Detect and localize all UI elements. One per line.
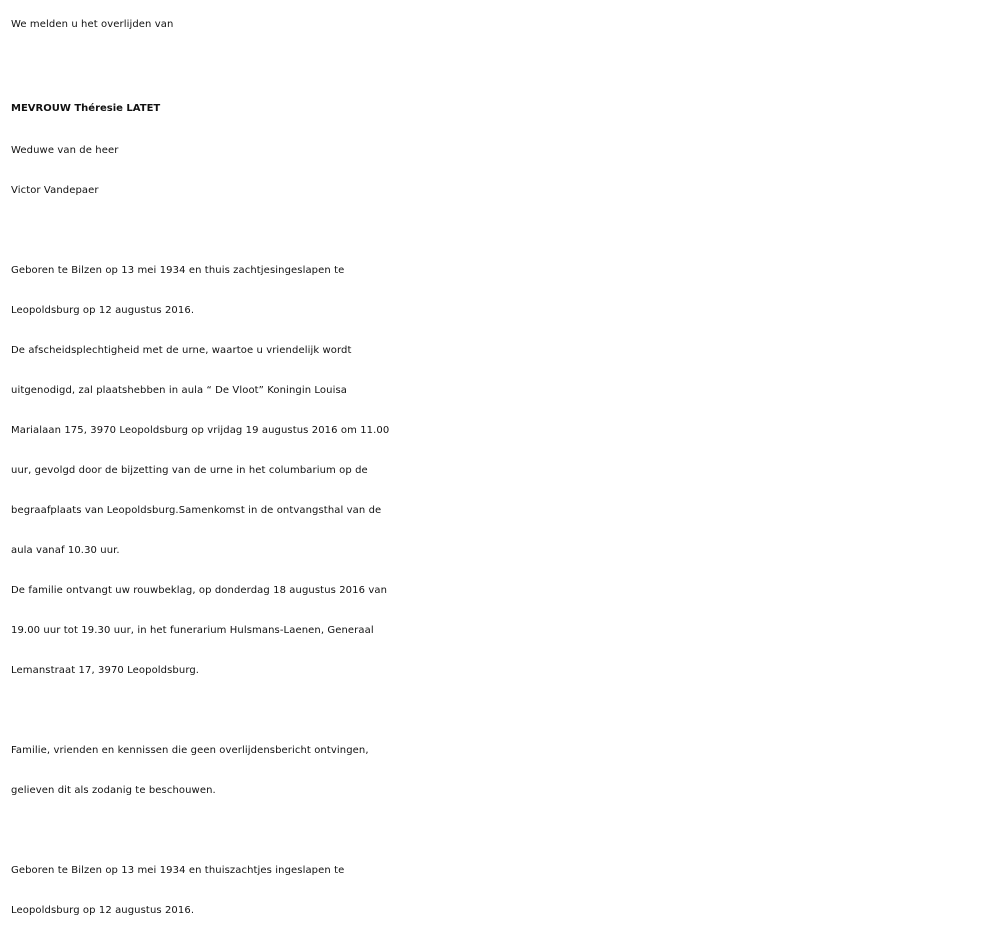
spouse-line: Weduwe van de heer — [11, 145, 119, 156]
spacer — [11, 691, 991, 731]
main-paragraph — [11, 251, 991, 691]
paragraph-line: Geboren te Bilzen op 13 mei 1934 en thuiszachtjes ingeslapen te — [11, 865, 345, 876]
repeat-paragraph — [11, 851, 991, 931]
paragraph-line: Leopoldsburg op 12 augustus 2016. — [11, 305, 195, 316]
paragraph-line: uur, gevolgd door de bijzetting van de urne in het columbarium op de — [11, 465, 368, 476]
paragraph-line: Familie, vrienden en kennissen die geen overlijdensbericht ontvingen, — [11, 745, 369, 756]
paragraph-line: aula vanaf 10.30 uur. — [11, 545, 120, 556]
paragraph-line: gelieven dit als zodanig te beschouwen. — [11, 785, 216, 796]
paragraph-line: De afscheidsplechtigheid met de urne, waartoe u vriendelijk wordt — [11, 345, 352, 356]
paragraph-line: De familie ontvangt uw rouwbeklag, op donderdag 18 augustus 2016 van — [11, 585, 388, 596]
notice-paragraph — [11, 731, 991, 811]
spouse-block — [11, 131, 991, 211]
spouse-line: Victor Vandepaer — [11, 185, 99, 196]
paragraph-line: Leopoldsburg op 12 augustus 2016. — [11, 905, 195, 916]
paragraph-line: Lemanstraat 17, 3970 Leopoldsburg. — [11, 665, 200, 676]
spacer — [11, 811, 991, 851]
spacer — [11, 211, 991, 251]
deceased-name: MEVROUW Théresie LATET — [11, 103, 161, 114]
paragraph-line: 19.00 uur tot 19.30 uur, in het funerarium Hulsmans-Laenen, Generaal — [11, 625, 374, 636]
obituary-document — [11, 0, 991, 931]
intro-text: We melden u het overlijden van — [11, 19, 174, 30]
paragraph-line: Geboren te Bilzen op 13 mei 1934 en thuis zachtjesingeslapen te — [11, 265, 345, 276]
paragraph-line: begraafplaats van Leopoldsburg.Samenkomst in de ontvangsthal van de — [11, 505, 382, 516]
paragraph-line: Marialaan 175, 3970 Leopoldsburg op vrijdag 19 augustus 2016 om 11.00 — [11, 425, 390, 436]
paragraph-line: uitgenodigd, zal plaatshebben in aula “ De Vloot” Koningin Louisa — [11, 385, 347, 396]
